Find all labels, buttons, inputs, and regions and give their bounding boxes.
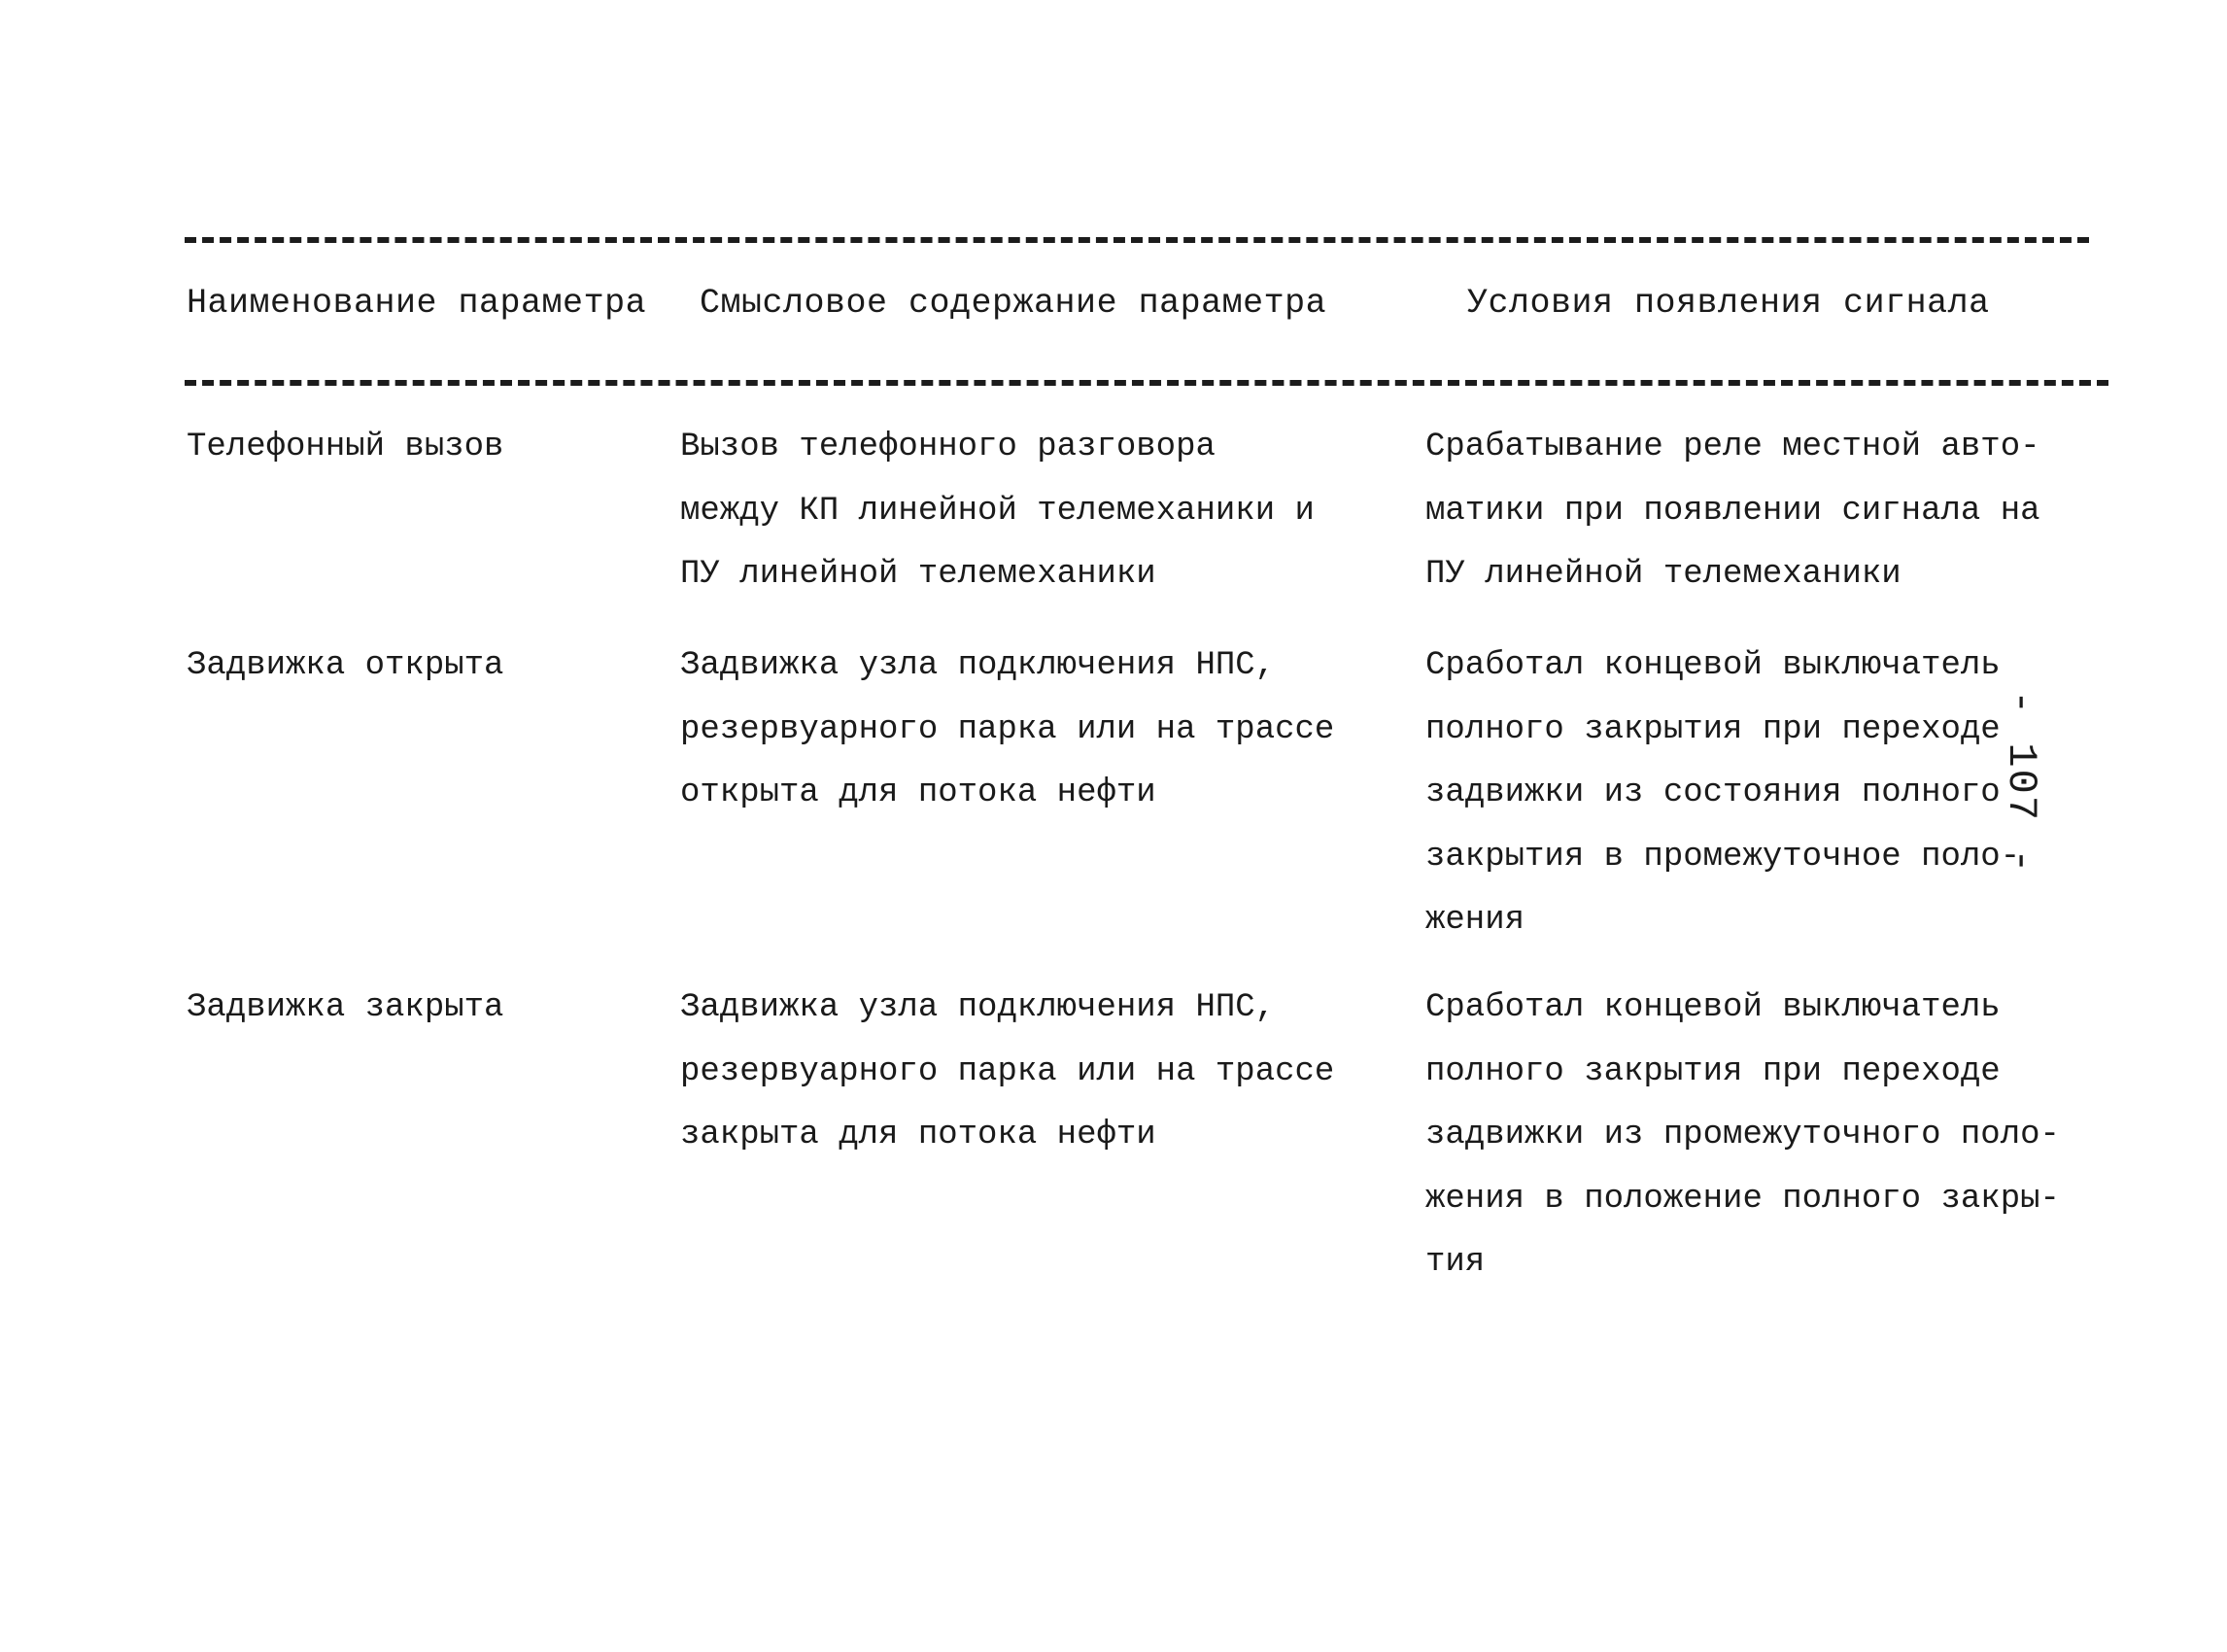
row1-condition-line: матики при появлении сигнала на	[1425, 492, 2040, 530]
page-number: - 107 -	[1998, 690, 2044, 876]
table-header-rule	[185, 380, 2108, 386]
row3-condition-line: полного закрытия при переходе	[1425, 1052, 2001, 1090]
header-signal-condition: Условия появления сигнала	[1467, 284, 1990, 323]
row2-name-text: Задвижка открыта	[187, 647, 504, 684]
header-parameter-meaning: Смысловое содержание параметра	[700, 284, 1327, 323]
row1-condition	[1425, 416, 2106, 607]
row3-condition-line: тия	[1425, 1244, 1486, 1281]
row3-condition-line: Сработал концевой выключатель	[1425, 989, 2001, 1026]
row2-meaning-line: Задвижка узла подключения НПС,	[680, 647, 1276, 684]
row1-name	[187, 416, 672, 480]
header-parameter-name: Наименование параметра	[187, 284, 647, 323]
row3-condition-line: задвижки из промежуточного поло-	[1425, 1117, 2060, 1153]
row1-meaning-line: между КП линейной телемеханики и	[680, 492, 1315, 530]
row2-condition-line: Сработал концевой выключатель	[1425, 647, 2001, 684]
row1-condition-line: ПУ линейной телемеханики	[1425, 556, 1902, 593]
row2-condition-line: задвижки из состояния полного	[1425, 774, 2001, 811]
row2-condition-line: жения	[1425, 902, 1525, 939]
row3-meaning-line: Задвижка узла подключения НПС,	[680, 989, 1276, 1026]
row3-meaning-line: резервуарного парка или на трассе	[680, 1052, 1335, 1090]
row1-condition-line: Срабатывание реле местной авто-	[1425, 429, 2040, 465]
row2-meaning-line: открыта для потока нефти	[680, 774, 1156, 811]
row1-meaning-line: ПУ линейной телемеханики	[680, 556, 1156, 593]
row2-meaning	[680, 635, 1380, 826]
row1-meaning	[680, 416, 1380, 607]
row3-condition-line: жения в положение полного закры-	[1425, 1180, 2060, 1218]
row2-name	[187, 635, 672, 699]
row3-condition	[1425, 977, 2106, 1295]
row2-condition-line: полного закрытия при переходе	[1425, 710, 2001, 748]
row2-meaning-line: резервуарного парка или на трассе	[680, 710, 1335, 748]
row2-condition-line: закрытия в промежуточное поло-	[1425, 838, 2021, 876]
row3-name-text: Задвижка закрыта	[187, 989, 504, 1026]
row3-meaning	[680, 977, 1380, 1168]
table-top-rule	[185, 237, 2089, 243]
row1-name-text: Телефонный вызов	[187, 429, 504, 465]
row3-name	[187, 977, 672, 1041]
row1-meaning-line: Вызов телефонного разговора	[680, 429, 1216, 465]
row3-meaning-line: закрыта для потока нефти	[680, 1117, 1156, 1153]
